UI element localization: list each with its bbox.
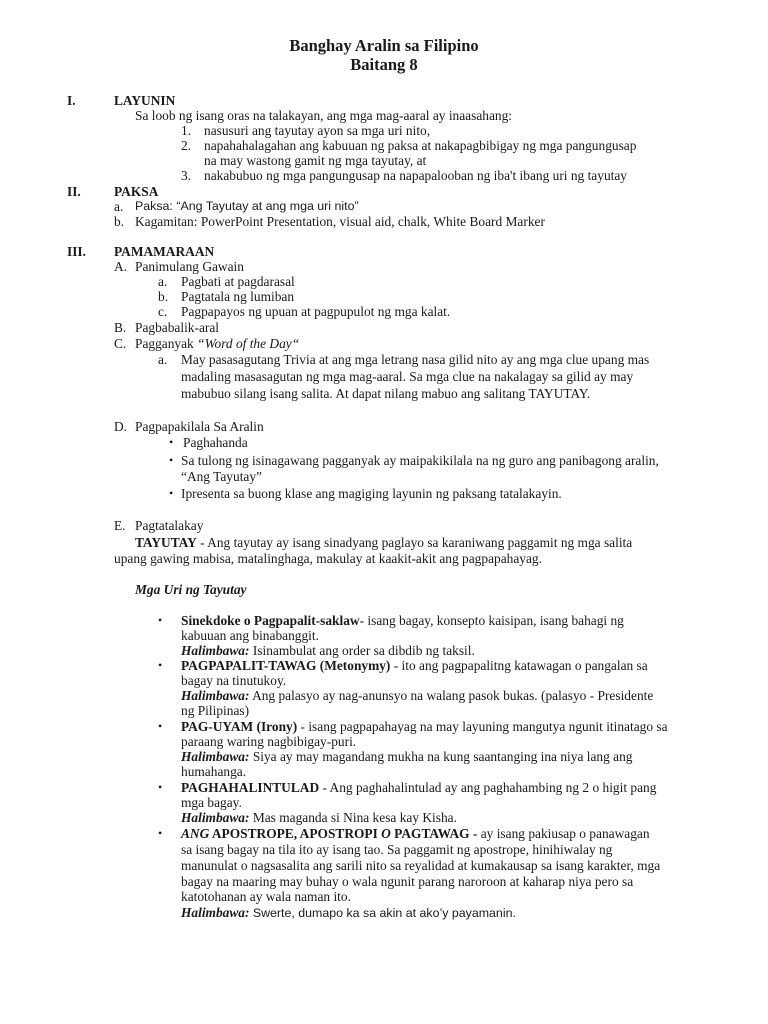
irony-example-label: Halimbawa: — [181, 749, 250, 764]
section-1-numeral: I. — [67, 93, 76, 108]
step-a-item-c-letter: c. — [158, 304, 168, 319]
objective-1-number: 1. — [181, 123, 192, 138]
irony-example — [181, 749, 632, 764]
kagamitan-item-text: Kagamitan: PowerPoint Presentation, visual aid, chalk, White Board Marker — [135, 214, 545, 229]
step-e-label: Pagtatalakay — [135, 518, 204, 533]
step-c-line-2: madaling masasagutan ng mga mag-aaral. Sa mga clue na nakalagay sa gilid ay may — [181, 369, 634, 384]
irony-definition-continued: paraang waring nagbibigay-puri. — [181, 734, 357, 749]
step-a-item-c-text: Pagpapayos ng upuan at pagpupulot ng mga kalat. — [181, 304, 451, 319]
irony-definition: - isang pagpapahayag na may layuning mangutya ngunit itinatago sa — [297, 719, 668, 734]
section-1-heading: LAYUNIN — [114, 93, 176, 108]
apostrope-term-end: PAGTAWAG - — [390, 826, 478, 841]
step-c-line-3: mabubuo silang isang salita. At dapat nilang mabuo ang salitang TAYUTAY. — [181, 386, 591, 401]
apostrope-line-3: manunulat o nagsasalita ang sarili nito sa reyalidad at kumakausap sa isang karakter, mga — [181, 858, 661, 873]
step-c-line-1: May pasasagutang Trivia at ang mga letrang nasa gilid nito ay ang mga clue upang mas — [181, 352, 650, 367]
types-heading: Mga Uri ng Tayutay — [135, 582, 247, 597]
apostrope-example-text: Swerte, dumapo ka sa akin at ako’y payamanin. — [252, 906, 516, 920]
type-metonymy — [181, 658, 648, 673]
document-subtitle: Baitang 8 — [350, 55, 418, 74]
step-a-letter: A. — [114, 259, 128, 274]
paghahalintulad-definition-continued: mga bagay. — [181, 795, 242, 810]
apostrope-example-label: Halimbawa: — [181, 905, 250, 920]
sinekdoke-term: Sinekdoke o Pagpapalit-saklaw — [181, 613, 360, 628]
step-d-item-3: Ipresenta sa buong klase ang magiging layunin ng paksang tatalakayin. — [181, 486, 562, 501]
step-c-label-text: Pagganyak — [135, 336, 194, 351]
paghahalintulad-definition: - Ang paghahalintulad ay ang paghahambing ng 2 o higit pang — [319, 780, 657, 795]
type-1-bullet: • — [158, 613, 163, 627]
paksa-item-letter: a. — [114, 199, 124, 214]
section-3-numeral: III. — [67, 244, 86, 259]
step-e-letter: E. — [114, 518, 126, 533]
step-c-word-of-the-day: “Word of the Day“ — [197, 336, 300, 351]
apostrope-ang: ANG — [181, 826, 210, 841]
step-a-item-a-letter: a. — [158, 274, 168, 289]
irony-example-text: Siya ay may magandang mukha na kung saantanging ina niya lang ang — [252, 749, 633, 764]
metonymy-term: PAGPAPALIT-TAWAG (Metonymy) — [181, 658, 391, 673]
step-d-item-2: Sa tulong ng isinagawang pagganyak ay maipakikilala na ng guro ang panibagong aralin, — [181, 453, 659, 468]
step-d-bullet-2: • — [169, 453, 174, 467]
step-c-letter: C. — [114, 336, 127, 351]
apostrope-example — [181, 905, 516, 921]
type-sinekdoke — [181, 613, 624, 628]
type-3-bullet: • — [158, 719, 163, 733]
metonymy-example-label: Halimbawa: — [181, 688, 250, 703]
sinekdoke-example-text: Isinambulat ang order sa dibdib ng taksil. — [252, 643, 475, 658]
section-1-intro: Sa loob ng isang oras na talakayan, ang mga mag-aaral ay inaasahang: — [135, 108, 513, 123]
paghahalintulad-example — [181, 810, 457, 825]
metonymy-definition-continued: bagay na tinutukoy. — [181, 673, 287, 688]
step-a-item-b-text: Pagtatala ng lumiban — [181, 289, 295, 304]
step-d-item-1: Paghahanda — [183, 435, 248, 450]
sinekdoke-definition-continued: kabuuan ang binabanggit. — [181, 628, 319, 643]
paksa-item-text: Paksa: “Ang Tayutay at ang mga uri nito” — [135, 199, 359, 213]
step-a-item-a-text: Pagbati at pagdarasal — [181, 274, 295, 289]
metonymy-example — [181, 688, 653, 703]
apostrope-definition: ay isang pakiusap o panawagan — [477, 826, 650, 841]
objective-2-text-continued: na may wastong gamit ng mga tayutay, at — [204, 153, 427, 168]
paghahalintulad-example-label: Halimbawa: — [181, 810, 250, 825]
step-d-bullet-1: • — [169, 435, 174, 449]
step-c-label — [135, 336, 299, 351]
type-irony — [181, 719, 668, 734]
metonymy-definition: - ito ang pagpapalitng katawagan o pangalan sa — [390, 658, 648, 673]
objective-3-text: nakabubuo ng mga pangungusap na napapalooban ng iba't ibang uri ng tayutay — [204, 168, 627, 183]
section-3-heading: PAMAMARAAN — [114, 244, 215, 259]
sinekdoke-example — [181, 643, 475, 658]
type-paghahalintulad — [181, 780, 656, 795]
type-4-bullet: • — [158, 780, 163, 794]
objective-2-text: napahahalagahan ang kabuuan ng paksa at nakapagbibigay ng mga pangungusap — [204, 138, 637, 153]
apostrope-term: APOSTROPE, APOSTROPI — [209, 826, 382, 841]
tayutay-definition-text: - Ang tayutay ay isang sinadyang paglayo sa karaniwang paggamit ng mga salita — [196, 535, 633, 550]
irony-example-continued: humahanga. — [181, 764, 247, 779]
step-d-bullet-3: • — [169, 486, 174, 500]
document-title: Banghay Aralin sa Filipino — [289, 36, 479, 55]
type-5-bullet: • — [158, 826, 163, 840]
metonymy-example-continued: ng Pilipinas) — [181, 703, 250, 718]
paghahalintulad-term: PAGHAHALINTULAD — [181, 780, 320, 795]
apostrope-line-4: bagay na maaring may buhay o wala ngunit parang naroroon at kaharap niya pero sa — [181, 874, 634, 889]
tayutay-definition-continued: upang gawing mabisa, matalinghaga, makulay at kaakit-akit ang pagpapahayag. — [114, 551, 542, 566]
step-a-label: Panimulang Gawain — [135, 259, 244, 274]
kagamitan-item-letter: b. — [114, 214, 125, 229]
step-d-label: Pagpapakilala Sa Aralin — [135, 419, 264, 434]
apostrope-line-5: katotohanan ay wala naman ito. — [181, 889, 351, 904]
step-d-item-2-continued: “Ang Tayutay” — [181, 469, 262, 484]
apostrope-line-2: sa isang bagay na tila ito ay isang tao. Sa paggamit ng apostrope, hinihiwalay ng — [181, 842, 613, 857]
step-b-letter: B. — [114, 320, 127, 335]
step-c-item-letter: a. — [158, 352, 168, 367]
metonymy-example-text: Ang palasyo ay nag-anunsyo na walang pasok bukas. (palasyo - Presidente — [252, 688, 654, 703]
tayutay-definition — [135, 535, 632, 550]
section-2-heading: PAKSA — [114, 184, 159, 199]
objective-2-number: 2. — [181, 138, 192, 153]
type-2-bullet: • — [158, 658, 163, 672]
step-b-label: Pagbabalik-aral — [135, 320, 220, 335]
sinekdoke-definition: - isang bagay, konsepto kaisipan, isang bahagi ng — [359, 613, 624, 628]
sinekdoke-example-label: Halimbawa: — [181, 643, 250, 658]
irony-term: PAG-UYAM (Irony) — [181, 719, 298, 734]
objective-1-text: nasusuri ang tayutay ayon sa mga uri nito, — [204, 123, 431, 138]
paghahalintulad-example-text: Mas maganda si Nina kesa kay Kisha. — [252, 810, 457, 825]
step-a-item-b-letter: b. — [158, 289, 169, 304]
section-2-numeral: II. — [67, 184, 81, 199]
step-d-letter: D. — [114, 419, 128, 434]
tayutay-term: TAYUTAY — [135, 535, 197, 550]
objective-3-number: 3. — [181, 168, 192, 183]
type-apostrope — [181, 826, 650, 841]
apostrope-o: O — [381, 826, 391, 841]
